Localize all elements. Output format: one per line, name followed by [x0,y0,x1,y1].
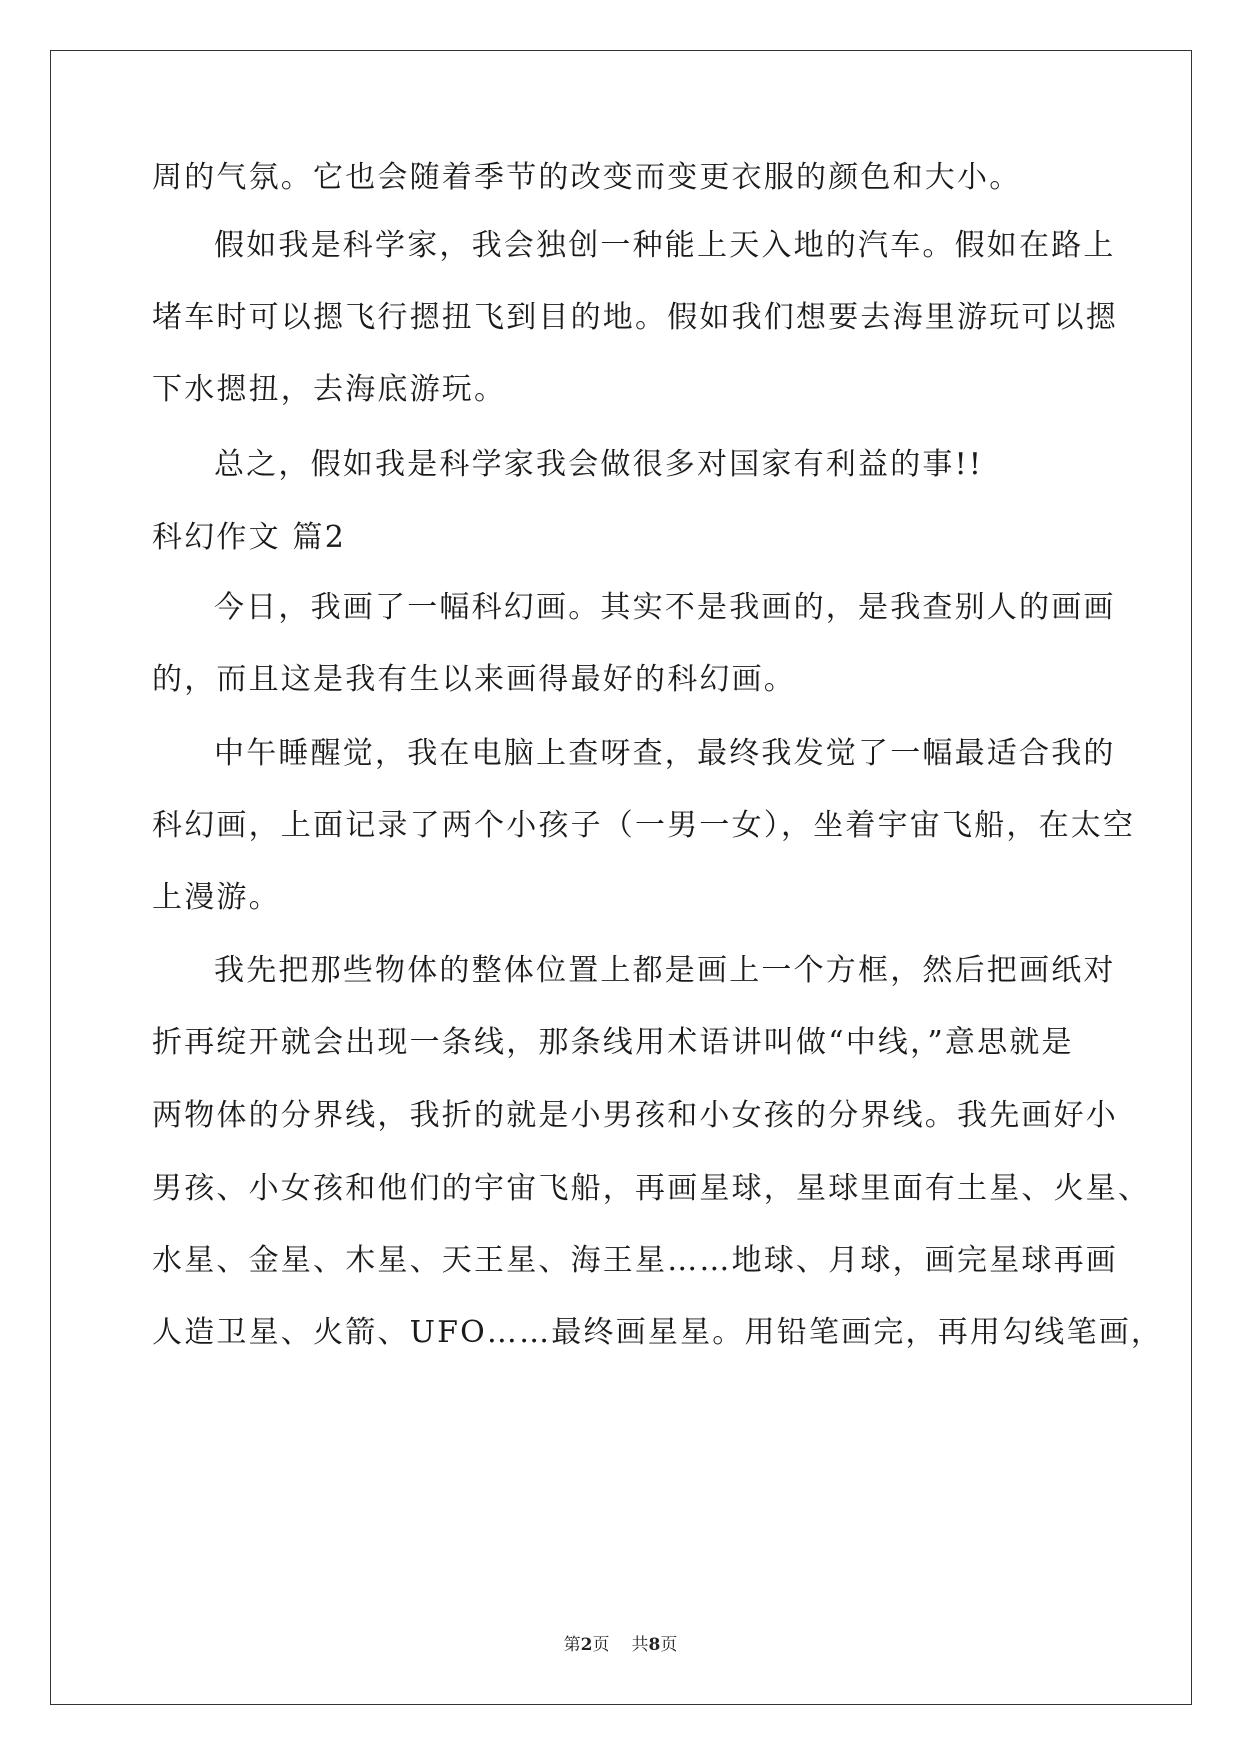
paragraph-line: 两物体的分界线，我折的就是小男孩和小女孩的分界线。我先画好小 [152,1098,1118,1133]
footer-total-prefix: 共 [631,1635,649,1655]
footer-total-pages: 8 [648,1635,661,1655]
footer-page-prefix: 第 [563,1635,581,1655]
footer-total-suffix: 页 [660,1635,678,1655]
paragraph-line: 堵车时可以摁飞行摁扭飞到目的地。假如我们想要去海里游玩可以摁 [152,300,1118,335]
paragraph-line: 今日，我画了一幅科幻画。其实不是我画的，是我查别人的画画 [214,590,1116,625]
paragraph-line: 上漫游。 [152,880,281,915]
section-heading: 科幻作文 篇2 [152,520,347,555]
paragraph-line: 下水摁扭，去海底游玩。 [152,372,507,407]
paragraph-line: 科幻画，上面记录了两个小孩子（一男一女），坐着宇宙飞船，在太空 [152,808,1136,843]
paragraph-line: 人造卫星、火箭、UFO……最终画星星。用铅笔画完，再用勾线笔画， [152,1315,1164,1350]
footer-page-suffix: 页 [592,1635,610,1655]
paragraph-line: 的，而且这是我有生以来画得最好的科幻画。 [152,662,796,697]
paragraph-line: 我先把那些物体的整体位置上都是画上一个方框，然后把画纸对 [214,953,1116,988]
page-footer [0,1630,1241,1655]
paragraph-line: 总之，假如我是科学家我会做很多对国家有利益的事!! [214,447,984,482]
paragraph-line: 假如我是科学家，我会独创一种能上天入地的汽车。假如在路上 [214,228,1116,263]
paragraph-line: 水星、金星、木星、天王星、海王星……地球、月球，画完星球再画 [152,1243,1118,1278]
paragraph-line: 中午睡醒觉，我在电脑上查呀查，最终我发觉了一幅最适合我的 [214,736,1116,771]
paragraph-line: 周的气氛。它也会随着季节的改变而变更衣服的颜色和大小。 [152,160,1022,195]
footer-page-number: 2 [580,1635,593,1655]
paragraph-line: 男孩、小女孩和他们的宇宙飞船，再画星球，星球里面有土星、火星、 [152,1171,1151,1206]
paragraph-line: 折再绽开就会出现一条线，那条线用术语讲叫做“中线，”意思就是 [152,1025,1074,1060]
